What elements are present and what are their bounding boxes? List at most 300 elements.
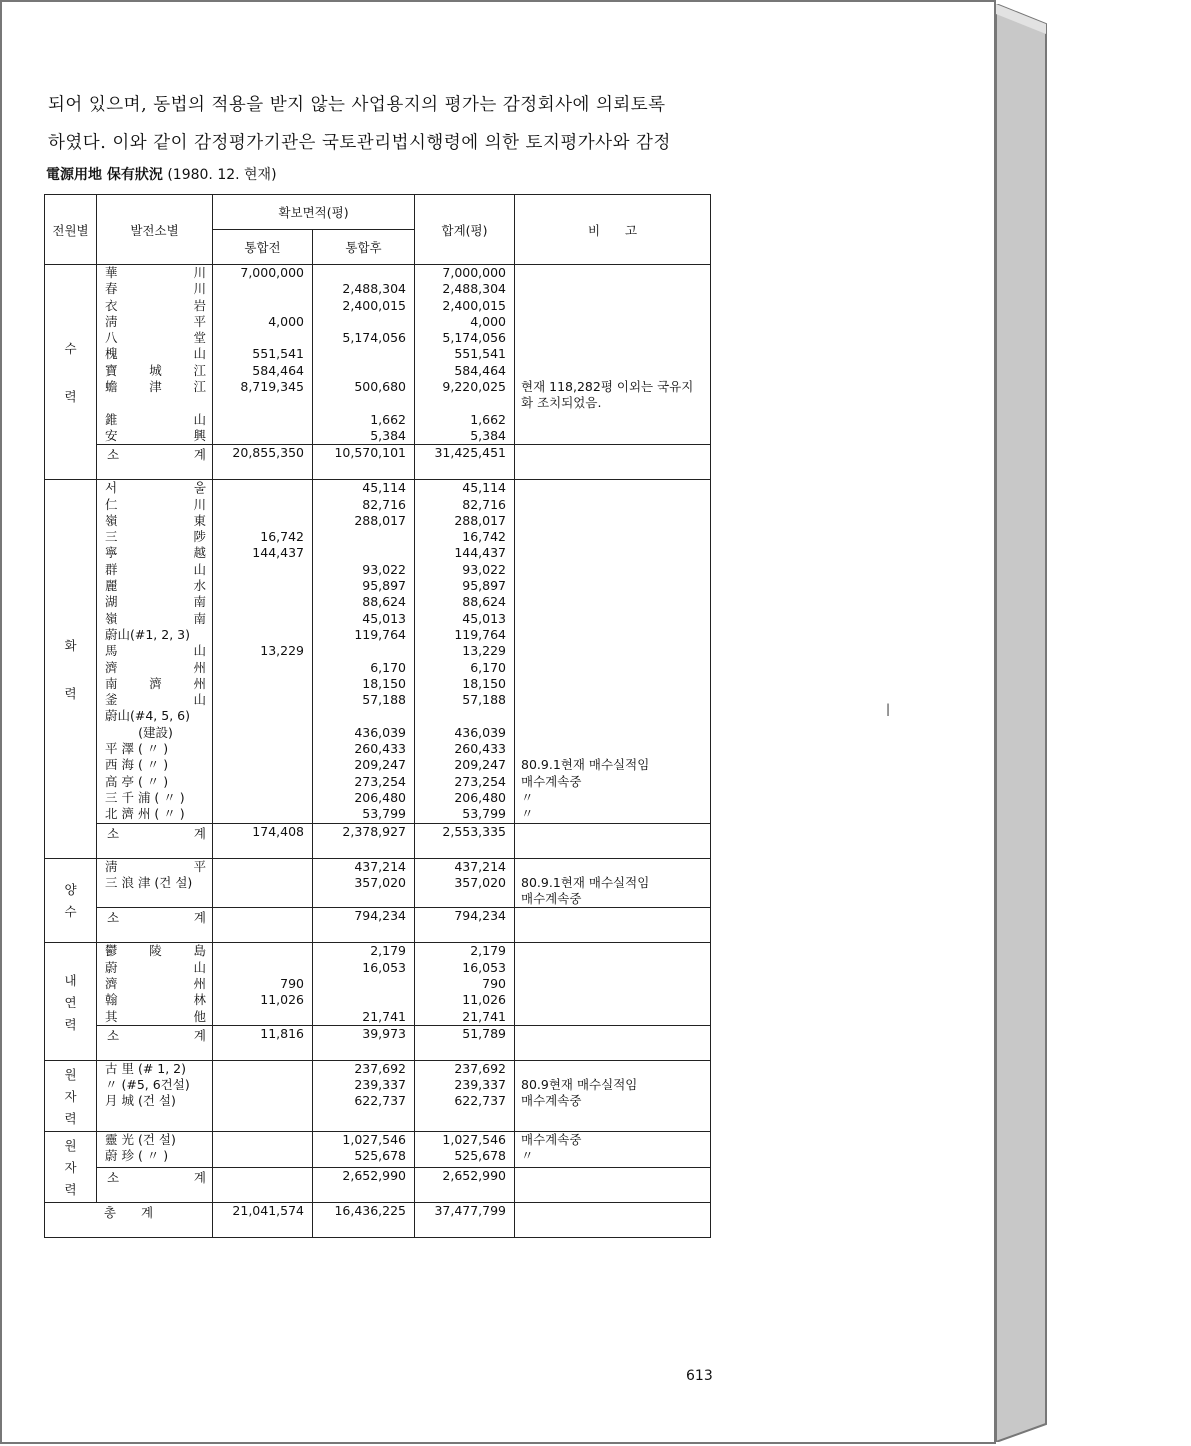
before-values-line xyxy=(213,480,304,496)
note-values-line: 〃 xyxy=(521,1148,534,1164)
note-values-line xyxy=(515,281,710,297)
plant-name-part: 山 xyxy=(193,959,206,975)
total-values-line xyxy=(415,708,506,724)
intro-line-1: 되어 있으며, 동법의 적용을 받지 않는 사업용지의 평가는 감정회사에 의뢰토록 xyxy=(48,95,666,115)
subtotal-after: 39,973 xyxy=(313,1025,415,1060)
subtotal-note xyxy=(515,908,711,943)
after-values-line: 239,337 xyxy=(354,1077,407,1093)
plant-names-line xyxy=(97,859,212,875)
total-values-line: 93,022 xyxy=(462,561,507,577)
after-values-line: 209,247 xyxy=(354,757,407,773)
category-char: 자 xyxy=(64,1088,77,1104)
note-values-line: 80.9.1현재 매수실적임 xyxy=(521,874,650,890)
plant-names-line: 蔚 珍 ( 〃 ) xyxy=(105,1148,169,1164)
note-values-line xyxy=(515,363,710,379)
after-values-line xyxy=(313,395,406,411)
plant-name-part: 馬 xyxy=(105,643,118,659)
section-pumped-row xyxy=(45,858,711,908)
after-values-line: 45,013 xyxy=(362,610,407,626)
total-values-line: 209,247 xyxy=(454,757,507,773)
plant-names-line: 靈 光 (건 설) xyxy=(105,1131,176,1147)
after-values-line: 260,433 xyxy=(354,741,407,757)
before-values xyxy=(213,265,313,445)
before-values-line xyxy=(213,281,304,297)
after-values-line: 82,716 xyxy=(362,496,407,512)
after-values-line xyxy=(313,363,406,379)
subtotal-label-b: 계 xyxy=(193,1027,206,1043)
intro-paragraph xyxy=(48,86,716,162)
note-values-line xyxy=(515,298,710,314)
before-values-line xyxy=(213,1132,304,1148)
total-values-line: 6,170 xyxy=(470,659,507,675)
plant-name-part: 江 xyxy=(193,362,206,378)
table-body xyxy=(45,265,711,1203)
note-values-line xyxy=(515,428,710,444)
plant-names-line xyxy=(97,379,212,395)
total-values xyxy=(415,1131,515,1167)
plant-names-line: 三 千 浦 ( 〃 ) xyxy=(105,789,185,805)
grand-total-after: 16,436,225 xyxy=(313,1202,415,1237)
subtotal-label-wrap xyxy=(97,824,212,842)
after-values xyxy=(313,480,415,823)
plant-name-part: 釜 xyxy=(105,692,118,708)
plant-name-part: 鬱 xyxy=(105,943,118,959)
after-values-line: 53,799 xyxy=(362,806,407,822)
category-char: 내 xyxy=(64,972,77,988)
plant-names-line xyxy=(97,578,212,594)
total-values-line: 1,662 xyxy=(470,411,507,427)
plant-name-part: 山 xyxy=(193,692,206,708)
after-values-line: 237,692 xyxy=(354,1060,407,1076)
before-values-line xyxy=(213,875,304,891)
plant-names-line xyxy=(97,412,212,428)
subtotal-label xyxy=(97,823,213,858)
plant-name-part: 嶺 xyxy=(105,610,118,626)
note-values-line xyxy=(515,412,710,428)
plant-name-part: 翰 xyxy=(105,992,118,1008)
plant-names-line xyxy=(97,960,212,976)
grand-total-total: 37,477,799 xyxy=(415,1202,515,1237)
plant-names-line: 蔚山(#4, 5, 6) xyxy=(105,708,190,724)
after-values-line: 2,179 xyxy=(370,943,407,959)
total-values xyxy=(415,858,515,908)
before-values-line: 8,719,345 xyxy=(240,379,304,395)
plant-names-line xyxy=(97,529,212,545)
before-values-line xyxy=(213,1009,304,1025)
note-values-line: 매수계속중 xyxy=(521,773,582,789)
subtotal-label-a: 소 xyxy=(107,1169,120,1185)
after-values-line xyxy=(313,891,406,907)
before-values-line xyxy=(213,1061,304,1077)
after-values-line xyxy=(313,346,406,362)
before-values-line xyxy=(213,594,304,610)
plant-names-line xyxy=(97,265,212,281)
after-values-line xyxy=(313,545,406,561)
subtotal-total: 31,425,451 xyxy=(415,445,515,480)
plant-names xyxy=(97,943,213,1025)
total-values-line: 237,692 xyxy=(454,1060,507,1076)
book-spine xyxy=(996,4,1048,1442)
total-values-line: 525,678 xyxy=(454,1148,507,1164)
plant-names-line xyxy=(97,594,212,610)
after-values-line xyxy=(313,314,406,330)
plant-name-part: 寧 xyxy=(105,545,118,561)
total-values-line: 551,541 xyxy=(454,346,507,362)
plant-name-part: 川 xyxy=(193,496,206,512)
plant-name-part: 淸 xyxy=(105,858,118,874)
plant-name-part: 衣 xyxy=(105,297,118,313)
plant-name-part: 安 xyxy=(105,427,118,443)
after-values xyxy=(313,858,415,908)
plant-names-line xyxy=(97,314,212,330)
note-values-line xyxy=(515,992,710,1008)
plant-names-line xyxy=(97,281,212,297)
plant-name-part: 水 xyxy=(193,578,206,594)
total-values-line: 16,742 xyxy=(462,529,507,545)
plant-name-part: 寶 xyxy=(105,362,118,378)
plant-names-line: 西 海 ( 〃 ) xyxy=(105,757,169,773)
plant-names-line: 高 亭 ( 〃 ) xyxy=(105,773,169,789)
total-values-line: 144,437 xyxy=(454,545,507,561)
section-internal-row xyxy=(45,943,711,1025)
after-values-line xyxy=(313,976,406,992)
before-values-line: 551,541 xyxy=(252,346,304,362)
subtotal-before: 20,855,350 xyxy=(213,445,313,480)
section-thermal-label xyxy=(45,480,97,858)
subtotal-before xyxy=(213,908,313,943)
total-values-line: 82,716 xyxy=(462,496,507,512)
after-values-line: 288,017 xyxy=(354,512,407,528)
before-values-line xyxy=(213,578,304,594)
note-values xyxy=(515,943,711,1025)
category-char: 자 xyxy=(64,1159,77,1175)
before-values-line xyxy=(213,943,304,959)
plant-name-part: 南 xyxy=(193,594,206,610)
subtotal-note xyxy=(515,823,711,858)
plant-name-part: 群 xyxy=(105,561,118,577)
plant-names-line: (建設) xyxy=(138,724,173,740)
category-char: 력 xyxy=(64,389,77,405)
plant-names xyxy=(97,1060,213,1131)
note-values xyxy=(515,858,711,908)
plant-name-part: 山 xyxy=(193,346,206,362)
plant-name-part: 興 xyxy=(193,427,206,443)
subtotal-label-a: 소 xyxy=(107,910,120,926)
scan-mark: | xyxy=(886,702,891,716)
note-values xyxy=(515,480,711,823)
category-char: 연 xyxy=(64,994,77,1010)
subtotal-after: 794,234 xyxy=(313,908,415,943)
subtotal-after: 2,652,990 xyxy=(313,1167,415,1202)
before-values xyxy=(213,1131,313,1167)
subtotal-label xyxy=(97,1025,213,1060)
subtotal-total: 2,652,990 xyxy=(415,1167,515,1202)
total-values-line: 57,188 xyxy=(462,692,507,708)
header-total: 합계(평) xyxy=(415,195,515,265)
total-values-line: 5,384 xyxy=(470,427,507,443)
plant-name-part: 淸 xyxy=(105,313,118,329)
after-values-line: 119,764 xyxy=(354,626,407,642)
caption-date: (1980. 12. 현재) xyxy=(167,167,277,183)
plant-name-part: 東 xyxy=(193,512,206,528)
note-values-line: 〃 xyxy=(521,806,534,822)
after-values-line xyxy=(313,529,406,545)
total-values xyxy=(415,1060,515,1131)
plant-names-line xyxy=(97,660,212,676)
after-values-line: 2,400,015 xyxy=(342,297,407,313)
plant-names-line xyxy=(97,891,212,907)
plant-name-part: 濟 xyxy=(149,675,162,691)
before-values-line xyxy=(213,1148,304,1164)
before-values-line xyxy=(213,790,304,806)
subtotal-label-b: 계 xyxy=(193,910,206,926)
section-internal-label xyxy=(45,943,97,1060)
category-char: 원 xyxy=(64,1066,77,1082)
total-values-line: 1,027,546 xyxy=(442,1131,507,1147)
land-holdings-table xyxy=(44,194,711,1238)
plant-name-part: 越 xyxy=(193,545,206,561)
category-char: 화 xyxy=(64,637,77,653)
before-values-line xyxy=(213,774,304,790)
before-values-line xyxy=(213,806,304,822)
total-values-line xyxy=(415,395,506,411)
plant-name-part: 陵 xyxy=(149,943,162,959)
header-type: 전원별 xyxy=(45,195,97,265)
total-values-line: 18,150 xyxy=(462,675,507,691)
before-values-line xyxy=(213,725,304,741)
total-values-line: 95,897 xyxy=(462,578,507,594)
total-values-line: 2,179 xyxy=(470,943,507,959)
page-number: 613 xyxy=(686,1368,713,1384)
before-values-line: 584,464 xyxy=(252,362,304,378)
plant-name-part: 蔚 xyxy=(105,959,118,975)
plant-name-part: 堂 xyxy=(193,330,206,346)
plant-name-part: 錐 xyxy=(105,411,118,427)
plant-name-part: 平 xyxy=(193,858,206,874)
caption-title: 電源用地 保有狀況 xyxy=(46,167,163,183)
plant-name-part: 山 xyxy=(193,411,206,427)
plant-name-part: 津 xyxy=(149,379,162,395)
note-values-line xyxy=(515,1009,710,1025)
note-values-line xyxy=(515,594,710,610)
plant-names-line xyxy=(97,643,212,659)
category-char: 력 xyxy=(64,1181,77,1197)
plant-name-part: 州 xyxy=(193,659,206,675)
after-values xyxy=(313,265,415,445)
subtotal-total: 2,553,335 xyxy=(415,823,515,858)
note-values-line xyxy=(515,513,710,529)
plant-names-line xyxy=(97,943,212,959)
note-values-line xyxy=(515,627,710,643)
note-values xyxy=(515,1131,711,1167)
before-values xyxy=(213,1060,313,1131)
before-values-line xyxy=(213,298,304,314)
total-values-line: 790 xyxy=(482,975,507,991)
total-values xyxy=(415,943,515,1025)
note-values xyxy=(515,265,711,445)
plant-name-part: 春 xyxy=(105,281,118,297)
section-hydro-label xyxy=(45,265,97,480)
before-values-line xyxy=(213,1093,304,1109)
note-values-line xyxy=(515,976,710,992)
after-values-line: 2,488,304 xyxy=(342,281,407,297)
category-char: 양 xyxy=(64,882,77,898)
note-values-line: 80.9현재 매수실적임 xyxy=(521,1077,638,1093)
total-values-line: 9,220,025 xyxy=(442,379,507,395)
after-values-line: 57,188 xyxy=(362,692,407,708)
after-values-line: 6,170 xyxy=(370,659,407,675)
before-values-line xyxy=(213,497,304,513)
category-char: 력 xyxy=(64,685,77,701)
before-values-line: 16,742 xyxy=(260,529,304,545)
note-values-line xyxy=(515,660,710,676)
plant-name-part: 陟 xyxy=(193,529,206,545)
plant-names-line: 平 澤 ( 〃 ) xyxy=(105,741,169,757)
before-values-line xyxy=(213,395,304,411)
total-values-line xyxy=(415,891,506,907)
after-values-line: 45,114 xyxy=(362,480,407,496)
after-values xyxy=(313,1060,415,1131)
grand-total-before: 21,041,574 xyxy=(213,1202,313,1237)
before-values-line xyxy=(213,757,304,773)
note-values-line xyxy=(515,611,710,627)
note-values-line xyxy=(515,314,710,330)
note-values-line xyxy=(515,859,710,875)
before-values-line: 13,229 xyxy=(260,643,304,659)
grand-total-label: 총 계 xyxy=(45,1202,213,1237)
note-values-line: 매수계속중 xyxy=(521,1093,582,1109)
subtotal-label-b: 계 xyxy=(193,1169,206,1185)
section-nuclear-2-row xyxy=(45,1131,711,1167)
plant-names-line xyxy=(97,298,212,314)
total-values xyxy=(415,265,515,445)
subtotal-label-wrap xyxy=(97,445,212,463)
subtotal-label-a: 소 xyxy=(107,1027,120,1043)
subtotal-label xyxy=(97,1167,213,1202)
subtotal-before xyxy=(213,1167,313,1202)
section-nuclear-2-subtotal-row xyxy=(45,1167,711,1202)
before-values xyxy=(213,858,313,908)
after-values-line: 1,027,546 xyxy=(342,1131,407,1147)
plant-name-part: 嶺 xyxy=(105,512,118,528)
after-values-line xyxy=(313,708,406,724)
note-values-line: 화 조치되었음. xyxy=(521,395,602,411)
plant-names-line xyxy=(97,1009,212,1025)
section-pumped-label xyxy=(45,858,97,943)
before-values-line xyxy=(213,562,304,578)
plant-names-line xyxy=(97,480,212,496)
total-values-line: 206,480 xyxy=(454,789,507,805)
plant-name-part: 山 xyxy=(193,643,206,659)
plant-names-line xyxy=(97,428,212,444)
plant-name-part: 州 xyxy=(193,975,206,991)
before-values-line xyxy=(213,708,304,724)
total-values-line: 119,764 xyxy=(454,626,507,642)
note-values-line xyxy=(515,676,710,692)
plant-name-part: 三 xyxy=(105,529,118,545)
after-values-line: 206,480 xyxy=(354,789,407,805)
plant-names-line xyxy=(97,992,212,1008)
category-char: 력 xyxy=(64,1016,77,1032)
note-values-line xyxy=(515,708,710,724)
plant-names-line xyxy=(97,497,212,513)
after-values-line: 88,624 xyxy=(362,594,407,610)
plant-names xyxy=(97,1131,213,1167)
before-values-line xyxy=(213,1077,304,1093)
section-nuclear-2-label xyxy=(45,1131,97,1202)
plant-name-part: 他 xyxy=(193,1008,206,1024)
category-char: 수 xyxy=(64,341,77,357)
total-values-line: 7,000,000 xyxy=(442,265,507,280)
total-values xyxy=(415,480,515,823)
plant-name-part: 山 xyxy=(193,561,206,577)
subtotal-label-b: 계 xyxy=(193,447,206,463)
subtotal-label-wrap xyxy=(97,908,212,926)
after-values-line: 357,020 xyxy=(354,874,407,890)
before-values-line xyxy=(213,428,304,444)
plant-name-part: 城 xyxy=(149,362,162,378)
before-values-line xyxy=(213,513,304,529)
plant-names-line xyxy=(97,330,212,346)
total-values-line: 16,053 xyxy=(462,959,507,975)
header-plant: 발전소별 xyxy=(97,195,213,265)
total-values-line: 88,624 xyxy=(462,594,507,610)
after-values-line: 525,678 xyxy=(354,1148,407,1164)
after-values-line xyxy=(313,992,406,1008)
section-thermal-row xyxy=(45,480,711,823)
header-after: 통합후 xyxy=(313,230,415,265)
after-values xyxy=(313,1131,415,1167)
note-values-line xyxy=(515,346,710,362)
plant-names-line xyxy=(97,363,212,379)
after-values-line: 18,150 xyxy=(362,675,407,691)
after-values-line: 21,741 xyxy=(362,1008,407,1024)
plant-names xyxy=(97,480,213,823)
after-values-line: 5,174,056 xyxy=(342,330,407,346)
subtotal-after: 2,378,927 xyxy=(313,823,415,858)
before-values-line xyxy=(213,412,304,428)
plant-name-part: 濟 xyxy=(105,975,118,991)
category-char: 력 xyxy=(64,1110,77,1126)
total-values-line: 21,741 xyxy=(462,1008,507,1024)
plant-names-line xyxy=(97,676,212,692)
subtotal-total: 794,234 xyxy=(415,908,515,943)
total-values-line: 11,026 xyxy=(462,992,507,1008)
note-values xyxy=(515,1060,711,1131)
note-values-line: 80.9.1현재 매수실적임 xyxy=(521,757,650,773)
section-pumped-subtotal-row xyxy=(45,908,711,943)
plant-name-part: 槐 xyxy=(105,346,118,362)
before-values-line xyxy=(213,692,304,708)
before-values-line xyxy=(213,611,304,627)
after-values-line: 95,897 xyxy=(362,578,407,594)
after-values-line xyxy=(313,265,406,281)
plant-names-line: 古 里 (# 1, 2) xyxy=(105,1060,186,1076)
note-values-line xyxy=(515,265,710,281)
section-nuclear-1-label xyxy=(45,1060,97,1131)
total-values-line: 4,000 xyxy=(470,313,507,329)
section-hydro-subtotal-row xyxy=(45,445,711,480)
before-values xyxy=(213,480,313,823)
plant-names-line xyxy=(97,545,212,561)
plant-names-line xyxy=(97,692,212,708)
plant-name-part: 林 xyxy=(193,992,206,1008)
plant-name-part: 岩 xyxy=(193,297,206,313)
plant-name-part: 仁 xyxy=(105,496,118,512)
plant-name-part: 其 xyxy=(105,1008,118,1024)
note-values-line xyxy=(515,578,710,594)
total-values-line: 436,039 xyxy=(454,724,507,740)
